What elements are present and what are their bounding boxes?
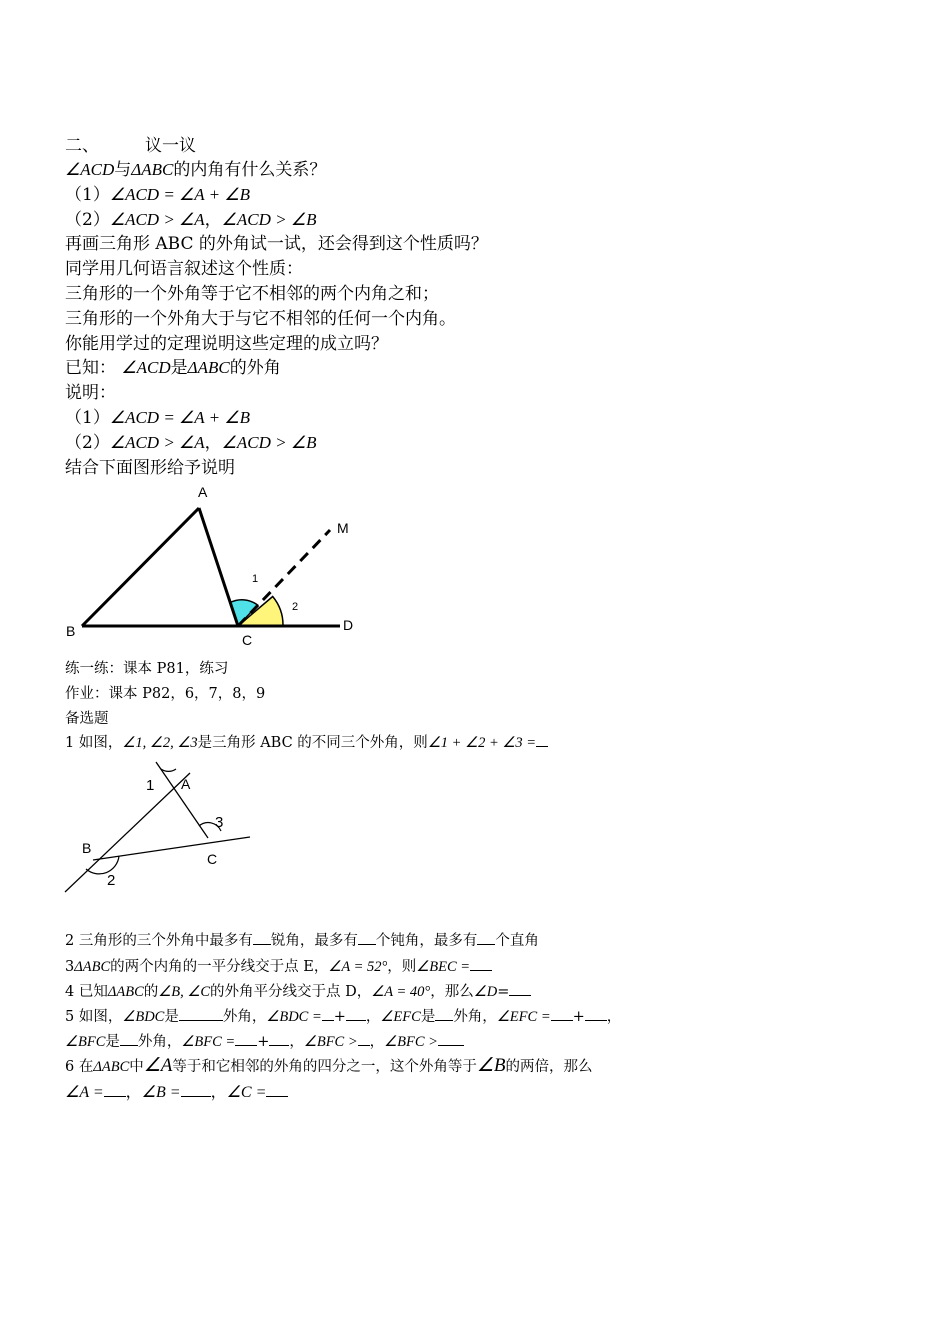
- q5b-blank-4[interactable]: [358, 1031, 370, 1046]
- homework-text: 作业：课本 P82，6，7，8，9: [65, 686, 266, 702]
- q2-b: 锐角，最多有: [270, 933, 358, 949]
- q3-number: 3: [65, 959, 75, 975]
- label-b: B: [82, 840, 92, 856]
- backup-heading: 备选题: [65, 711, 109, 727]
- q6-answer-b-label: ∠B =: [141, 1084, 181, 1101]
- label-d: D: [343, 617, 354, 633]
- q6-blank-b[interactable]: [181, 1082, 211, 1097]
- label-c: C: [207, 851, 218, 867]
- explain-label: 说明：: [65, 383, 116, 403]
- line-through-ab: [65, 773, 190, 892]
- section-number: 二、: [65, 136, 99, 156]
- conj-text: 与: [114, 160, 132, 180]
- q5-angle-efc: ∠EFC: [380, 1009, 421, 1025]
- q4-angles: ∠B, ∠C: [158, 984, 211, 1000]
- q5-angle-bfc-2: ∠BFC =: [181, 1034, 236, 1050]
- relation-number: （1）: [65, 408, 110, 428]
- label-a: A: [198, 484, 208, 500]
- q2-c: 个钝角，最多有: [375, 933, 478, 949]
- label-c: C: [242, 632, 253, 648]
- relation-2: [65, 209, 317, 231]
- known-line: [65, 357, 281, 379]
- exterior-angle-figure: [60, 480, 370, 650]
- relation-formula: ∠ACD = ∠A + ∠B: [109, 185, 250, 204]
- q3-b: 的两个内角的一平分线交于点 E，: [110, 959, 329, 975]
- paragraph-5: 你能用学过的定理说明这些定理的成立吗？: [65, 334, 388, 354]
- q5-blank-4[interactable]: [435, 1006, 453, 1021]
- question-1: [65, 732, 548, 754]
- q5-angle-efc-2: ∠EFC =: [496, 1009, 551, 1025]
- q6-angle-a: ∠A: [143, 1055, 173, 1076]
- q6-answer-a-label: ∠A =: [65, 1084, 104, 1101]
- practice-text: 练一练：课本 P81，练习: [65, 661, 229, 677]
- q5-angle-bdc-2: ∠BDC =: [266, 1009, 322, 1025]
- q1-angles: ∠1, ∠2, ∠3: [122, 735, 198, 751]
- triangle-abc: ΔABC: [187, 358, 230, 377]
- q3-angle-a: ∠A = 52°: [328, 959, 388, 975]
- relation-formula-1: ∠ACD > ∠A: [109, 433, 205, 452]
- q1-mid: 是三角形 ABC 的不同三个外角，则: [197, 735, 428, 751]
- q5b-comma: ，: [289, 1034, 304, 1050]
- separator: ，: [204, 433, 222, 453]
- label-2: 2: [107, 872, 116, 889]
- q5-angle-bdc: ∠BDC: [122, 1009, 165, 1025]
- q6-blank-c[interactable]: [266, 1082, 288, 1097]
- q5b-comma-2: ，: [369, 1034, 385, 1050]
- q5-plus: +: [333, 1009, 346, 1025]
- question-6-line-1: [65, 1055, 593, 1078]
- combine-text: 结合下面图形给予说明: [65, 458, 235, 478]
- relation-formula-2: ∠ACD > ∠B: [221, 433, 317, 452]
- label-b: B: [66, 623, 76, 639]
- q4-angle-d: ∠D: [473, 984, 498, 1000]
- label-m: M: [337, 520, 349, 536]
- q5-angle-bfc-3: ∠BFC >: [303, 1034, 358, 1050]
- q2-blank-2[interactable]: [358, 930, 376, 945]
- triangle-abc: ΔABC: [93, 1059, 130, 1075]
- q1-blank[interactable]: [536, 732, 548, 747]
- q6-d: 的两倍，那么: [505, 1059, 593, 1075]
- q5b-blank-5[interactable]: [438, 1031, 464, 1046]
- q6-blank-a[interactable]: [104, 1082, 126, 1097]
- q5-blank-6[interactable]: [585, 1006, 607, 1021]
- q6-c: 等于和它相邻的外角的四分之一，这个外角等于: [172, 1059, 477, 1075]
- q6-answer-c-label: ∠C =: [226, 1084, 267, 1101]
- relation-3: [65, 407, 250, 429]
- q5-e: 外角，: [453, 1009, 497, 1025]
- question-5-line-2: [65, 1031, 464, 1053]
- label-3: 3: [215, 814, 224, 831]
- q5b-blank-3[interactable]: [269, 1031, 289, 1046]
- separator: ，: [204, 210, 222, 230]
- q1-formula: ∠1 + ∠2 + ∠3 =: [427, 735, 537, 751]
- q2-blank-3[interactable]: [477, 930, 495, 945]
- q3-blank[interactable]: [470, 956, 492, 971]
- relation-1: [65, 184, 250, 206]
- relation-formula: ∠ACD = ∠A + ∠B: [109, 408, 250, 427]
- known-suffix: 的外角: [229, 358, 281, 378]
- q2-blank-1[interactable]: [253, 930, 271, 945]
- arc-1: [161, 769, 176, 771]
- q4-blank[interactable]: [509, 981, 531, 996]
- section-title: 议一议: [145, 136, 196, 156]
- question-6-line-2: [65, 1081, 288, 1104]
- q6-sep-2: ，: [210, 1082, 227, 1101]
- section-heading: [65, 135, 196, 157]
- q5-comma-2: ，: [606, 1009, 622, 1025]
- triangle-abc: ΔABC: [107, 984, 144, 1000]
- relation-number: （2）: [65, 210, 110, 230]
- relation-number: （2）: [65, 433, 110, 453]
- q2-d: 个直角: [495, 933, 539, 949]
- three-exterior-angles-figure: [60, 760, 260, 895]
- q6-sep-1: ，: [125, 1082, 142, 1101]
- angle-acd: ∠ACD: [121, 358, 171, 377]
- question-2: [65, 930, 539, 952]
- q5-blank-3[interactable]: [346, 1006, 366, 1021]
- line-through-bc: [93, 837, 250, 860]
- question-main: [65, 159, 326, 181]
- q5-c: 外角，: [222, 1009, 267, 1025]
- q4-b: 的: [143, 984, 159, 1000]
- relation-number: （1）: [65, 185, 110, 205]
- q5-blank-5[interactable]: [551, 1006, 573, 1021]
- relation-formula-2: ∠ACD > ∠B: [221, 210, 317, 229]
- label-a: A: [181, 776, 191, 792]
- paragraph-1: 再画三角形 ABC 的外角试一试，还会得到这个性质吗？: [65, 234, 488, 254]
- q5-angle-bfc-4: ∠BFC >: [384, 1034, 438, 1050]
- relation-4: [65, 432, 317, 454]
- q5-b: 是: [164, 1009, 179, 1025]
- q5b-blank-1[interactable]: [120, 1031, 138, 1046]
- q3-angle-bec: ∠BEC =: [416, 959, 471, 975]
- known-prefix: 已知：: [65, 358, 116, 378]
- q1-intro: 1 如图，: [65, 735, 123, 751]
- q5b-b: 外角，: [137, 1034, 182, 1050]
- paragraph-4: 三角形的一个外角大于与它不相邻的任何一个内角。: [65, 309, 456, 329]
- angle-acd: ∠ACD: [65, 160, 115, 179]
- q5-angle-bfc: ∠BFC: [65, 1034, 106, 1050]
- q4-eq: =: [497, 984, 510, 1000]
- q6-b: 中: [129, 1059, 144, 1075]
- question-3: [65, 956, 492, 978]
- label-1: 1: [252, 573, 259, 585]
- question-rest: 的内角有什么关系？: [173, 160, 327, 180]
- question-5-line-1: [65, 1006, 621, 1028]
- q5-blank-1[interactable]: [179, 1006, 223, 1021]
- label-1: 1: [146, 777, 155, 794]
- q4-a: 4 已知: [65, 984, 108, 1000]
- q5-d: 是: [420, 1009, 436, 1025]
- triangle-abc: ΔABC: [74, 959, 111, 975]
- side-ab: [82, 508, 199, 626]
- q6-angle-b: ∠B: [476, 1055, 506, 1076]
- question-4: [65, 981, 531, 1003]
- q4-d: ，那么: [430, 984, 474, 1000]
- q4-c: 的外角平分线交于点 D，: [210, 984, 372, 1000]
- triangle-abc: ΔABC: [131, 160, 174, 179]
- q5b-plus: +: [257, 1034, 270, 1050]
- q6-a: 6 在: [65, 1059, 94, 1075]
- relation-formula-1: ∠ACD > ∠A: [109, 210, 205, 229]
- line-through-ac: [156, 762, 208, 838]
- q5-plus-2: +: [572, 1009, 585, 1025]
- q5-comma: ，: [365, 1009, 381, 1025]
- q4-angle-a: ∠A = 40°: [371, 984, 431, 1000]
- side-ac: [199, 508, 238, 626]
- label-2: 2: [292, 601, 299, 613]
- q5b-a: 是: [105, 1034, 120, 1050]
- known-mid: 是: [170, 358, 188, 378]
- q3-c: ，则: [387, 959, 417, 975]
- paragraph-3: 三角形的一个外角等于它不相邻的两个内角之和；: [65, 284, 439, 304]
- q5b-blank-2[interactable]: [235, 1031, 257, 1046]
- q5-blank-2[interactable]: [322, 1006, 334, 1021]
- q2-a: 2 三角形的三个外角中最多有: [65, 933, 253, 949]
- paragraph-2: 同学用几何语言叙述这个性质：: [65, 259, 303, 279]
- q5-a: 5 如图，: [65, 1009, 123, 1025]
